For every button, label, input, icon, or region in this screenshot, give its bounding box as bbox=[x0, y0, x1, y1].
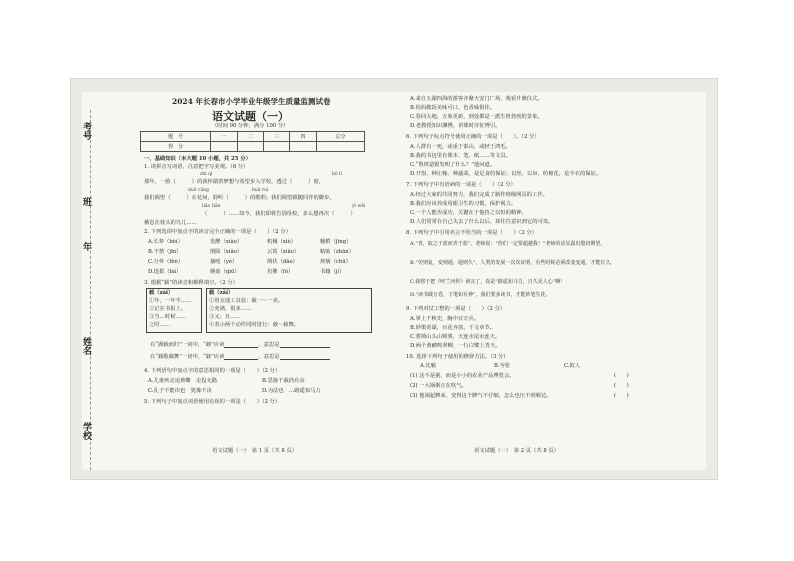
score-header: 二 bbox=[237, 132, 263, 142]
option: 粳稻（jīng） bbox=[320, 239, 352, 245]
box-line: 之时…… bbox=[149, 322, 171, 328]
option: B.思接千载尚有余 bbox=[262, 378, 305, 384]
score-cell bbox=[237, 142, 263, 152]
rhetoric-item: (2) 一大锅粥正在吹气。 bbox=[410, 383, 467, 389]
score-table bbox=[140, 131, 365, 152]
option: C.一个人能否成功，关键在于他持之以恒的精神。 bbox=[410, 210, 527, 216]
question-9: 9. 下列对仗工整的一项是（ ）（2 分） bbox=[406, 306, 506, 312]
time-note: （时间 90 分钟，满分 100 分） bbox=[212, 123, 289, 129]
score-cell bbox=[316, 142, 364, 152]
option: C.春回大地，万象更新，到处都是一派生机勃勃的景象。 bbox=[410, 114, 543, 120]
option: 蘑菇（qiū） bbox=[210, 269, 240, 275]
exam-sheet bbox=[82, 92, 706, 470]
box-line: ④表示两个动作同时进行：载～载舞。 bbox=[209, 322, 300, 328]
fill-text: ，意思是 bbox=[258, 342, 280, 348]
exam-title: 2024 年长春市小学毕业年级学生质量监测试卷 bbox=[172, 97, 331, 106]
option: 仿佛（fó） bbox=[267, 269, 294, 275]
option: A.长辈（bèi） bbox=[148, 239, 183, 245]
option: D.人们常常在自己失去了什么以后，却往往意识到它的可贵。 bbox=[410, 219, 554, 225]
side-label-school: 学校 bbox=[81, 422, 91, 440]
question-10: 10. 选择下列句子使用的修辞方法。（3 分） bbox=[406, 354, 509, 360]
option: D.老教授知识渊博，讲课时旁征博引。 bbox=[410, 123, 501, 129]
box-line: ②充满，很多…… bbox=[209, 306, 252, 312]
option: 发酵（xiào） bbox=[210, 239, 243, 245]
photographed-exam-paper bbox=[70, 78, 718, 480]
score-row-label: 得 分 bbox=[141, 142, 211, 152]
score-header: 总分 bbox=[316, 132, 364, 142]
question-7: 7. 下列句子中有语病的一项是（ ）（2 分） bbox=[406, 182, 516, 188]
pinyin: yī wēi bbox=[352, 204, 366, 209]
fill-text: 在“载歌载舞”一词中，“载”应读 bbox=[150, 354, 225, 360]
pinyin: huǎ ruì bbox=[252, 188, 269, 193]
option: 云霄（xiāo） bbox=[267, 249, 300, 255]
side-label-name: 姓名 bbox=[81, 337, 91, 355]
side-label-grade: 年 bbox=[81, 242, 91, 251]
answer-blank[interactable] bbox=[280, 342, 330, 348]
question-1: 1. 读拼音写词语，注意把字写美观。（6 分） bbox=[144, 164, 249, 170]
option: A.掌上千秋史，胸中百万兵。 bbox=[410, 316, 480, 322]
page-footer: 语文试题（一） 第 1 页（共 8 页） bbox=[212, 448, 297, 454]
option: B.“劳则复，变则通，通则久”，人类的发展一次次证明，有些时候必须改变变通，才能长久。 bbox=[410, 260, 616, 266]
option: D.两个黄鹂鸣翠柳，一行白鹭上青天。 bbox=[410, 343, 501, 349]
score-header: 四 bbox=[290, 132, 316, 142]
option: B.妙策奇谋，百花齐放。千文章节。 bbox=[410, 325, 496, 331]
option: C.我将于把《呼兰河传》读完了，真是“路遥知马力，日久见人心”啊！ bbox=[410, 279, 566, 285]
answer-paren[interactable]: ( ) bbox=[614, 393, 629, 399]
score-header: 三 bbox=[263, 132, 289, 142]
fill-line bbox=[150, 354, 330, 360]
box-line: ①年，一年半…… bbox=[149, 298, 192, 304]
question-1-line: 那年，一脸（ ）的我怀揣着梦想与希望步入学校，透过（ ）窗， bbox=[144, 179, 325, 185]
side-label-class: 班 bbox=[81, 197, 91, 206]
option: 烦恼（chū） bbox=[320, 259, 351, 265]
option: 粘贴（zhān） bbox=[320, 249, 354, 255]
page-one bbox=[82, 92, 382, 470]
option: B.妈妈做饭美味可口，色香味俱佳。 bbox=[410, 105, 496, 111]
section-one-heading: 一、基础知识（本大题 10 小题，共 25 分） bbox=[144, 156, 251, 162]
answer-blank[interactable] bbox=[280, 354, 330, 360]
score-cell bbox=[290, 142, 316, 152]
option: D.“读书破万卷，下笔如有神”，我们要多读书，才能妙笔生花。 bbox=[410, 292, 551, 298]
binding-line bbox=[90, 110, 91, 470]
option: A.儿童疾走追黄蝶 走投无路 bbox=[148, 378, 218, 384]
fill-text: ，意思是 bbox=[258, 354, 280, 360]
box-heading: 载（zài） bbox=[149, 290, 174, 296]
option: B.我们应该养成用眼卫生的习惯，保护视力。 bbox=[410, 201, 517, 207]
box-heading: 载（zǎi） bbox=[209, 290, 234, 296]
option: C.孔子不能决也 犹豫不决 bbox=[148, 388, 212, 394]
answer-paren[interactable]: ( ) bbox=[614, 373, 629, 379]
option: D.为法也 …路遥知马力 bbox=[262, 388, 321, 394]
option: 书籍（jí） bbox=[320, 269, 345, 275]
option: 倒伏（dǎo） bbox=[267, 259, 298, 265]
answer-paren[interactable]: ( ) bbox=[614, 383, 629, 389]
option: B.我的书包里有课本、笔、纸……等文具。 bbox=[410, 153, 511, 159]
page-two bbox=[404, 92, 704, 470]
subject-title: 语文试题（一） bbox=[212, 110, 289, 123]
question-6: 6. 下列句子标点符号使用正确的一项是（ ）。（2 分） bbox=[406, 134, 540, 140]
answer-blank[interactable] bbox=[224, 354, 258, 360]
score-cell bbox=[263, 142, 289, 152]
option: 机械（xiè） bbox=[267, 239, 297, 245]
rhetoric-item: (1) 这不是粥，而是小小的农业产品博览会。 bbox=[410, 373, 515, 379]
box-line: ②记在书报上。 bbox=[149, 306, 187, 312]
option: A.经过大家的共同努力，我们完成了制作班级网页的工作。 bbox=[410, 192, 548, 198]
rhetoric-choice: A.比喻 bbox=[420, 363, 437, 369]
box-line: ③又；且…… bbox=[209, 314, 241, 320]
side-label-exam-number: 考号 bbox=[81, 122, 91, 140]
option: 削除（xiāo） bbox=[210, 249, 243, 255]
definition-box-right bbox=[206, 288, 372, 333]
pinyin: zhì qì bbox=[200, 172, 213, 177]
rhetoric-choice: C.拟人 bbox=[564, 363, 581, 369]
option: C.雾锁山头山锁雾，天连水尾水连天。 bbox=[410, 334, 501, 340]
pinyin: duō cāng bbox=[188, 188, 209, 193]
question-5: 5. 下列句子中加点词语使用有误的一项是（ ）（2 分） bbox=[144, 399, 281, 405]
pinyin: liáo tiān bbox=[202, 204, 221, 209]
score-header: 题 号 bbox=[141, 132, 211, 142]
score-header: 一 bbox=[211, 132, 237, 142]
rhetoric-item: (3) 他闹起脾来，变得这个脾气不仔细，怎么也压不到喔边。 bbox=[410, 393, 552, 399]
answer-blank[interactable] bbox=[224, 342, 258, 348]
box-line: ①用交通工具装：载一～一美。 bbox=[209, 298, 284, 304]
option: C.“鲁班造锯发明了什么？”他问道。 bbox=[410, 162, 496, 168]
fill-line bbox=[150, 342, 330, 348]
question-1-line: 栖息在枝头的鸟儿…… bbox=[144, 220, 197, 226]
option: C.分外（fèn） bbox=[148, 259, 184, 265]
question-1-line: （ ）……如今，我们即将告别母校，多么想再次（ ） bbox=[202, 211, 356, 217]
question-2: 2. 下列选项中加点字的读音完全正确的一项是（ ）（2 分） bbox=[144, 229, 291, 235]
definition-box-left bbox=[146, 288, 202, 333]
option: B.不禁（jīn） bbox=[148, 249, 182, 255]
question-4: 4. 下列语句中加点字的意思相同的一项是（ ）（2 分） bbox=[144, 368, 281, 374]
score-cell bbox=[211, 142, 237, 152]
box-line: ③当…时候…… bbox=[149, 314, 187, 320]
question-8: 8. 下列句子中引用名言不恰当的一项是（ ）（2 分） bbox=[406, 230, 537, 236]
rhetoric-choice: B.夸张 bbox=[494, 363, 511, 369]
page-footer: 语文试题（一） 第 2 页（共 8 页） bbox=[474, 448, 559, 454]
option: 抽噎（yè） bbox=[210, 259, 238, 265]
pinyin: bō lí bbox=[332, 172, 342, 177]
option: A.人群有一死，或重于泰山，或轻于鸿毛。 bbox=[410, 144, 511, 150]
fill-text: 在“满载而归”一词中，“载”应读 bbox=[150, 342, 225, 348]
option: A.“青，取之于蓝而青于蓝”，老师说：“你们一定要超越我！”老师的话显露出殷切期望。 bbox=[410, 241, 606, 247]
question-1-line: 我们渴望（ ）在花间，聆听（ ）的歌唱；我们渴望跟随同伴的脚步， bbox=[144, 195, 335, 201]
option: D.开窗、种庄稼、种蔬菜，是足食的保证；以丝、以帛、纺棉花，是丰衣的保证。 bbox=[410, 171, 602, 177]
option: A.来自五湖四海的游客齐聚天安门广场，观看升旗仪式。 bbox=[410, 96, 543, 102]
question-3: 3. 根据“载”的读音和解释填空。（2 分） bbox=[144, 280, 239, 286]
option: D.选拔（bá） bbox=[148, 269, 182, 275]
